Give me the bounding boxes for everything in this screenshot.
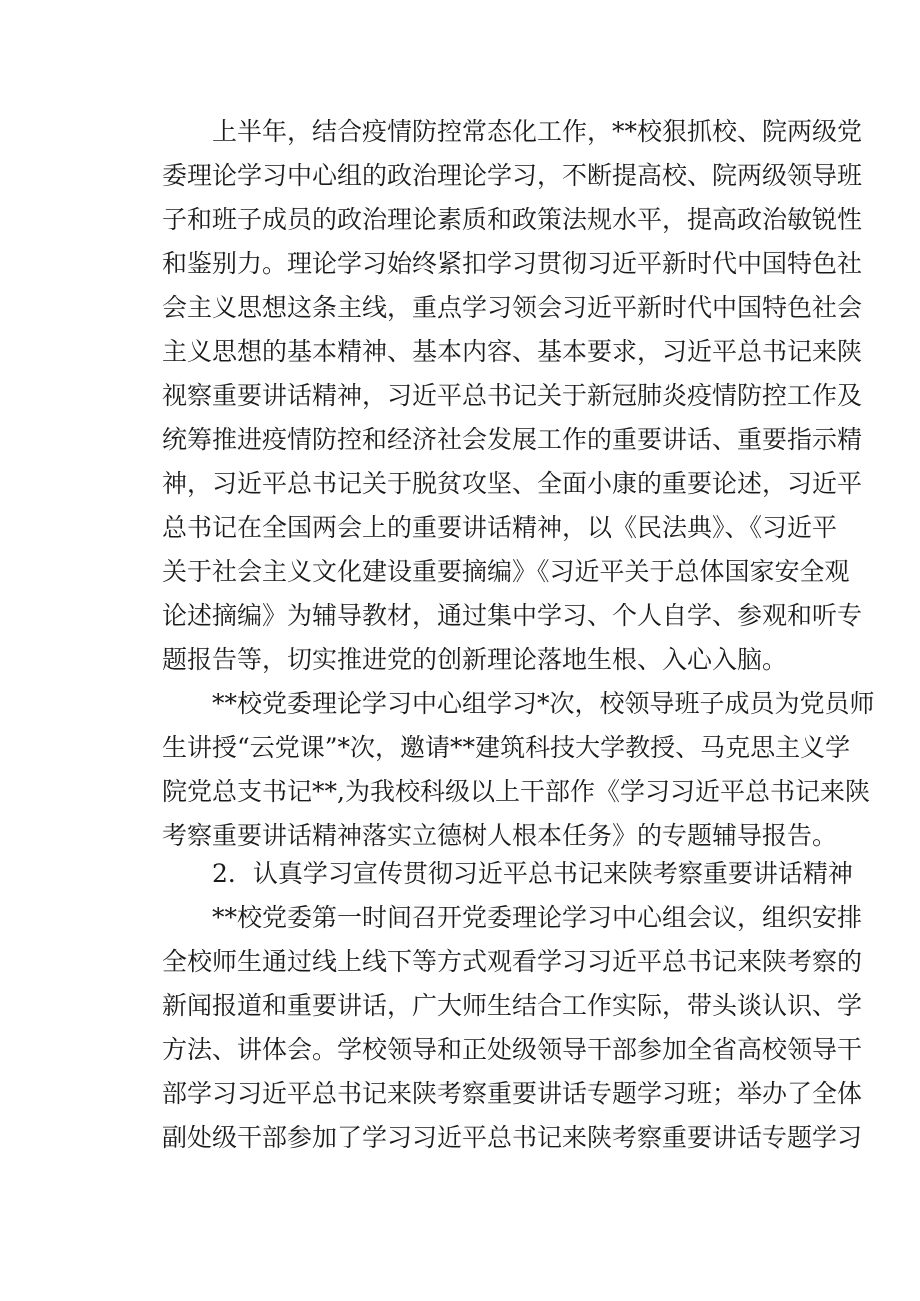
- text-line: 统筹推进疫情防控和经济社会发展工作的重要讲话、重要指示精: [162, 425, 863, 454]
- text-line: 委理论学习中心组的政治理论学习，不断提高校、院两级领导班: [162, 161, 863, 190]
- text-line: 子和班子成员的政治理论素质和政策法规水平，提高政治敏锐性: [162, 205, 863, 234]
- text-line: **校党委理论学习中心组学习*次，校领导班子成员为党员师: [212, 689, 875, 718]
- text-line: 论述摘编》为辅导教材，通过集中学习、个人自学、参观和听专: [162, 601, 863, 630]
- text-line: 视察重要讲话精神，习近平总书记关于新冠肺炎疫情防控工作及: [162, 381, 863, 410]
- text-line: 院党总支书记**,为我校科级以上干部作《学习习近平总书记来陕: [162, 777, 870, 806]
- text-line: 神，习近平总书记关于脱贫攻坚、全面小康的重要论述，习近平: [162, 469, 863, 498]
- text-line: **校党委第一时间召开党委理论学习中心组会议，组织安排: [212, 903, 863, 932]
- text-line: 部学习习近平总书记来陕考察重要讲话专题学习班；举办了全体: [162, 1079, 863, 1108]
- text-line: 会主义思想这条主线，重点学习领会习近平新时代中国特色社会: [162, 293, 863, 322]
- text-line: 题报告等，切实推进党的创新理论落地生根、入心入脑。: [162, 645, 788, 674]
- text-line: 副处级干部参加了学习习近平总书记来陕考察重要讲话专题学习: [162, 1123, 863, 1152]
- text-line: 考察重要讲话精神落实立德树人根本任务》的专题辅导报告。: [162, 821, 838, 850]
- text-line: 和鉴别力。理论学习始终紧扣学习贯彻习近平新时代中国特色社: [162, 249, 863, 278]
- text-line: 生讲授“云党课”*次，邀请**建筑科技大学教授、马克思主义学: [162, 733, 851, 762]
- text-line: 上半年，结合疫情防控常态化工作，**校狠抓校、院两级党: [212, 117, 863, 146]
- text-line: 主义思想的基本精神、基本内容、基本要求，习近平总书记来陕: [162, 337, 863, 366]
- text-line: 总书记在全国两会上的重要讲话精神，以《民法典》、《习近平: [162, 513, 838, 542]
- text-line: 关于社会主义文化建设重要摘编》《习近平关于总体国家安全观: [162, 557, 850, 586]
- text-line: 新闻报道和重要讲话，广大师生结合工作实际，带头谈认识、学: [162, 991, 863, 1020]
- text-line: 方法、讲体会。学校领导和正处级领导干部参加全省高校领导干: [162, 1035, 863, 1064]
- text-line: 全校师生通过线上线下等方式观看学习习近平总书记来陕考察的: [162, 947, 863, 976]
- section-heading: 2．认真学习宣传贯彻习近平总书记来陕考察重要讲话精神: [212, 859, 853, 888]
